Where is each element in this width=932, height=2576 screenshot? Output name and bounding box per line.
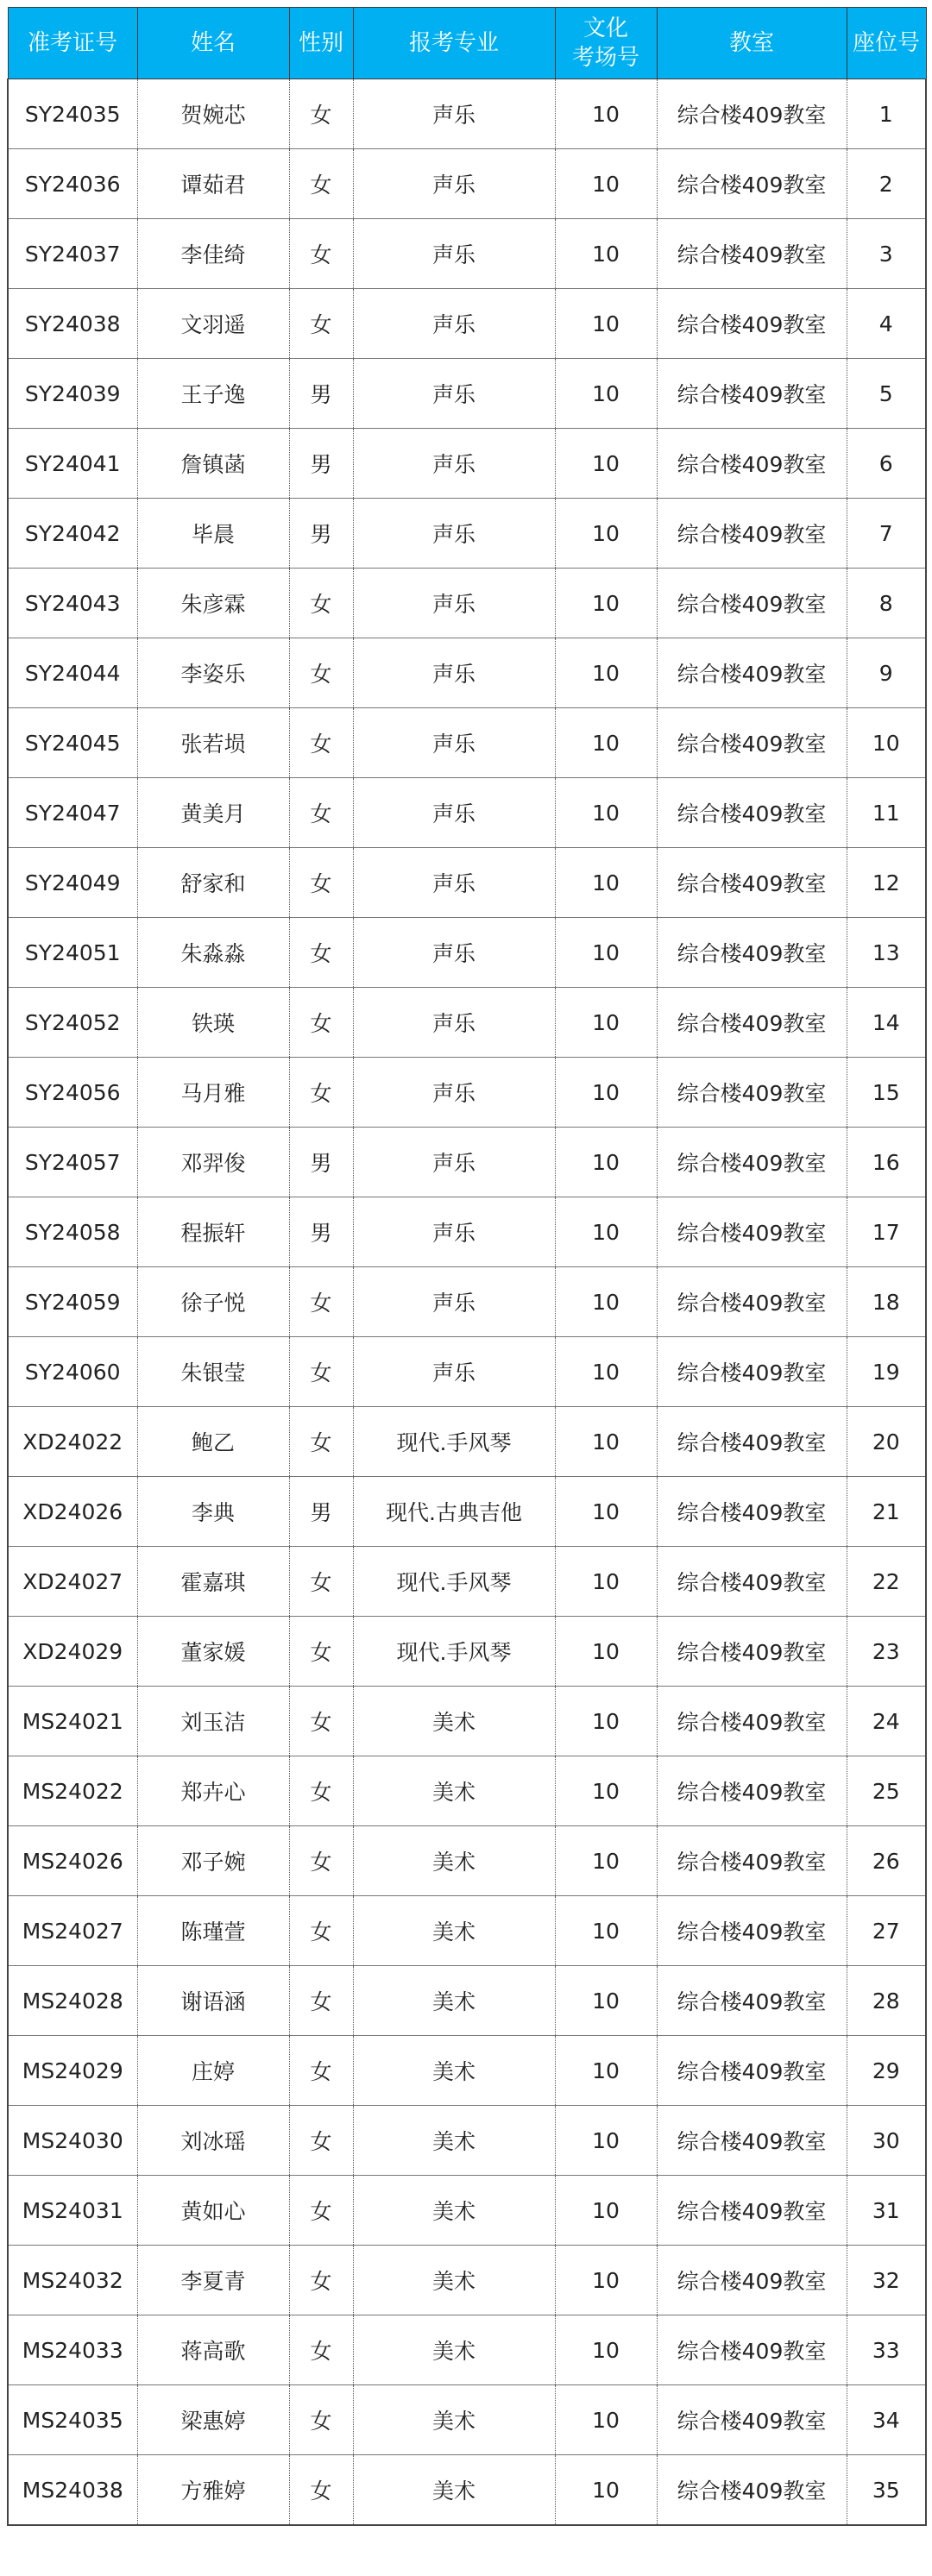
cell-name: 李夏青 [137, 2246, 289, 2315]
cell-classroom: 综合楼409教室 [657, 1687, 847, 1756]
cell-classroom: 综合楼409教室 [657, 1197, 847, 1267]
table-row [8, 708, 926, 778]
table-row [8, 1477, 926, 1547]
table-row [8, 1267, 926, 1337]
table-row [8, 1128, 926, 1197]
cell-gender: 男 [289, 1128, 353, 1197]
cell-classroom: 综合楼409教室 [657, 1407, 847, 1477]
cell-gender: 女 [289, 219, 353, 289]
cell-gender: 女 [289, 1617, 353, 1687]
header-major: 报考专业 [353, 8, 555, 79]
cell-seat: 12 [847, 848, 926, 918]
cell-gender: 女 [289, 2315, 353, 2385]
cell-name: 谭茹君 [137, 149, 289, 219]
cell-ticket: SY24049 [8, 848, 137, 918]
cell-exam-room: 10 [555, 79, 657, 149]
table-row [8, 2455, 926, 2526]
cell-exam-room: 10 [555, 2315, 657, 2385]
table-row [8, 2246, 926, 2315]
cell-gender: 女 [289, 1337, 353, 1407]
cell-major: 声乐 [353, 219, 555, 289]
table-row [8, 289, 926, 359]
cell-major: 美术 [353, 2385, 555, 2455]
cell-ticket: SY24059 [8, 1267, 137, 1337]
cell-gender: 女 [289, 1058, 353, 1128]
header-name: 姓名 [137, 8, 289, 79]
cell-exam-room: 10 [555, 918, 657, 988]
cell-gender: 女 [289, 79, 353, 149]
cell-gender: 女 [289, 2246, 353, 2315]
cell-exam-room: 10 [555, 1966, 657, 2036]
cell-exam-room: 10 [555, 219, 657, 289]
table-row [8, 1617, 926, 1687]
cell-gender: 女 [289, 848, 353, 918]
cell-ticket: SY24037 [8, 219, 137, 289]
cell-classroom: 综合楼409教室 [657, 429, 847, 499]
cell-seat: 34 [847, 2385, 926, 2455]
cell-seat: 31 [847, 2176, 926, 2246]
cell-name: 邓子婉 [137, 1826, 289, 1896]
cell-exam-room: 10 [555, 569, 657, 638]
cell-name: 张若埙 [137, 708, 289, 778]
cell-major: 声乐 [353, 1128, 555, 1197]
cell-exam-room: 10 [555, 499, 657, 569]
cell-name: 黄美月 [137, 778, 289, 848]
cell-gender: 男 [289, 359, 353, 429]
cell-exam-room: 10 [555, 1058, 657, 1128]
cell-seat: 32 [847, 2246, 926, 2315]
cell-seat: 3 [847, 219, 926, 289]
cell-classroom: 综合楼409教室 [657, 2385, 847, 2455]
cell-gender: 女 [289, 918, 353, 988]
cell-seat: 15 [847, 1058, 926, 1128]
cell-major: 美术 [353, 1687, 555, 1756]
header-exam-room-line2: 考场号 [571, 45, 639, 71]
cell-major: 声乐 [353, 1197, 555, 1267]
cell-ticket: SY24045 [8, 708, 137, 778]
cell-major: 美术 [353, 2036, 555, 2106]
cell-name: 徐子悦 [137, 1267, 289, 1337]
cell-classroom: 综合楼409教室 [657, 499, 847, 569]
cell-ticket: SY24036 [8, 149, 137, 219]
cell-gender: 女 [289, 1267, 353, 1337]
cell-ticket: SY24044 [8, 638, 137, 708]
cell-major: 声乐 [353, 429, 555, 499]
cell-classroom: 综合楼409教室 [657, 988, 847, 1058]
cell-gender: 女 [289, 2036, 353, 2106]
cell-seat: 26 [847, 1826, 926, 1896]
cell-seat: 20 [847, 1407, 926, 1477]
table-row [8, 1826, 926, 1896]
cell-ticket: MS24032 [8, 2246, 137, 2315]
cell-ticket: XD24022 [8, 1407, 137, 1477]
cell-classroom: 综合楼409教室 [657, 918, 847, 988]
cell-exam-room: 10 [555, 359, 657, 429]
cell-name: 谢语涵 [137, 1966, 289, 2036]
table-row [8, 149, 926, 219]
cell-seat: 33 [847, 2315, 926, 2385]
table-row [8, 569, 926, 638]
cell-name: 贺婉芯 [137, 79, 289, 149]
table-row [8, 1337, 926, 1407]
cell-ticket: SY24043 [8, 569, 137, 638]
cell-exam-room: 10 [555, 1197, 657, 1267]
cell-seat: 16 [847, 1128, 926, 1197]
cell-exam-room: 10 [555, 1617, 657, 1687]
cell-exam-room: 10 [555, 2036, 657, 2106]
cell-classroom: 综合楼409教室 [657, 1477, 847, 1547]
cell-name: 董家媛 [137, 1617, 289, 1687]
cell-seat: 30 [847, 2106, 926, 2176]
cell-gender: 女 [289, 1407, 353, 1477]
table-row [8, 1197, 926, 1267]
cell-gender: 女 [289, 149, 353, 219]
cell-gender: 女 [289, 2385, 353, 2455]
cell-major: 美术 [353, 1896, 555, 1966]
cell-major: 声乐 [353, 988, 555, 1058]
cell-major: 声乐 [353, 918, 555, 988]
cell-classroom: 综合楼409教室 [657, 708, 847, 778]
cell-major: 声乐 [353, 638, 555, 708]
table-row [8, 2385, 926, 2455]
table-row [8, 1896, 926, 1966]
table-row [8, 918, 926, 988]
header-exam-room-line1: 文化 [582, 16, 628, 41]
cell-seat: 21 [847, 1477, 926, 1547]
cell-exam-room: 10 [555, 1687, 657, 1756]
cell-seat: 19 [847, 1337, 926, 1407]
cell-seat: 18 [847, 1267, 926, 1337]
cell-name: 蒋高歌 [137, 2315, 289, 2385]
cell-major: 现代.手风琴 [353, 1407, 555, 1477]
cell-name: 陈瑾萱 [137, 1896, 289, 1966]
cell-ticket: SY24058 [8, 1197, 137, 1267]
cell-major: 声乐 [353, 289, 555, 359]
cell-gender: 女 [289, 2176, 353, 2246]
cell-exam-room: 10 [555, 2246, 657, 2315]
cell-ticket: XD24027 [8, 1547, 137, 1617]
cell-gender: 女 [289, 1756, 353, 1826]
cell-classroom: 综合楼409教室 [657, 2455, 847, 2526]
cell-seat: 22 [847, 1547, 926, 1617]
cell-major: 美术 [353, 2455, 555, 2526]
cell-seat: 28 [847, 1966, 926, 2036]
cell-classroom: 综合楼409教室 [657, 1267, 847, 1337]
cell-seat: 25 [847, 1756, 926, 1826]
cell-name: 程振轩 [137, 1197, 289, 1267]
cell-seat: 35 [847, 2455, 926, 2526]
cell-ticket: MS24027 [8, 1896, 137, 1966]
cell-name: 铁瑛 [137, 988, 289, 1058]
table-row [8, 2106, 926, 2176]
cell-classroom: 综合楼409教室 [657, 1128, 847, 1197]
table-row [8, 988, 926, 1058]
cell-ticket: SY24038 [8, 289, 137, 359]
cell-major: 声乐 [353, 359, 555, 429]
cell-ticket: XD24029 [8, 1617, 137, 1687]
cell-name: 文羽遥 [137, 289, 289, 359]
cell-major: 美术 [353, 2246, 555, 2315]
cell-major: 美术 [353, 2315, 555, 2385]
cell-seat: 2 [847, 149, 926, 219]
cell-ticket: SY24035 [8, 79, 137, 149]
cell-classroom: 综合楼409教室 [657, 2176, 847, 2246]
cell-name: 马月雅 [137, 1058, 289, 1128]
cell-exam-room: 10 [555, 1128, 657, 1197]
cell-seat: 24 [847, 1687, 926, 1756]
header-classroom: 教室 [657, 8, 847, 79]
cell-classroom: 综合楼409教室 [657, 778, 847, 848]
cell-ticket: MS24030 [8, 2106, 137, 2176]
header-gender: 性别 [289, 8, 353, 79]
cell-name: 李典 [137, 1477, 289, 1547]
cell-gender: 女 [289, 708, 353, 778]
table-row [8, 219, 926, 289]
cell-major: 声乐 [353, 1267, 555, 1337]
cell-name: 邓羿俊 [137, 1128, 289, 1197]
cell-gender: 女 [289, 2455, 353, 2526]
cell-seat: 13 [847, 918, 926, 988]
cell-classroom: 综合楼409教室 [657, 1337, 847, 1407]
cell-seat: 11 [847, 778, 926, 848]
cell-gender: 女 [289, 569, 353, 638]
cell-seat: 10 [847, 708, 926, 778]
cell-gender: 女 [289, 638, 353, 708]
seating-sheet [7, 7, 925, 2526]
cell-major: 美术 [353, 1826, 555, 1896]
cell-gender: 男 [289, 1477, 353, 1547]
table-header [8, 8, 926, 79]
table-row [8, 1756, 926, 1826]
cell-classroom: 综合楼409教室 [657, 1547, 847, 1617]
cell-name: 朱彦霖 [137, 569, 289, 638]
cell-ticket: SY24051 [8, 918, 137, 988]
cell-name: 舒家和 [137, 848, 289, 918]
cell-major: 美术 [353, 2176, 555, 2246]
cell-gender: 女 [289, 289, 353, 359]
cell-classroom: 综合楼409教室 [657, 2036, 847, 2106]
cell-name: 黄如心 [137, 2176, 289, 2246]
cell-name: 刘玉洁 [137, 1687, 289, 1756]
cell-major: 美术 [353, 1756, 555, 1826]
table-row [8, 1058, 926, 1128]
cell-major: 声乐 [353, 708, 555, 778]
cell-gender: 女 [289, 1547, 353, 1617]
cell-exam-room: 10 [555, 708, 657, 778]
cell-classroom: 综合楼409教室 [657, 1617, 847, 1687]
cell-gender: 女 [289, 1966, 353, 2036]
cell-seat: 14 [847, 988, 926, 1058]
table-row [8, 778, 926, 848]
cell-ticket: SY24039 [8, 359, 137, 429]
cell-classroom: 综合楼409教室 [657, 848, 847, 918]
header-ticket: 准考证号 [8, 8, 137, 79]
table-body [8, 79, 926, 2526]
cell-name: 朱淼淼 [137, 918, 289, 988]
cell-name: 郑卉心 [137, 1756, 289, 1826]
cell-ticket: SY24052 [8, 988, 137, 1058]
cell-seat: 17 [847, 1197, 926, 1267]
cell-exam-room: 10 [555, 1407, 657, 1477]
cell-name: 刘冰瑶 [137, 2106, 289, 2176]
cell-exam-room: 10 [555, 1756, 657, 1826]
cell-gender: 女 [289, 2106, 353, 2176]
cell-major: 美术 [353, 1966, 555, 2036]
cell-ticket: MS24022 [8, 1756, 137, 1826]
cell-gender: 女 [289, 1896, 353, 1966]
cell-major: 声乐 [353, 1337, 555, 1407]
cell-seat: 29 [847, 2036, 926, 2106]
cell-exam-room: 10 [555, 2455, 657, 2526]
cell-exam-room: 10 [555, 1547, 657, 1617]
cell-exam-room: 10 [555, 1826, 657, 1896]
table-row [8, 359, 926, 429]
cell-seat: 7 [847, 499, 926, 569]
cell-ticket: MS24021 [8, 1687, 137, 1756]
cell-ticket: SY24047 [8, 778, 137, 848]
cell-gender: 女 [289, 1687, 353, 1756]
cell-ticket: MS24026 [8, 1826, 137, 1896]
cell-seat: 4 [847, 289, 926, 359]
cell-major: 声乐 [353, 149, 555, 219]
table-row [8, 1687, 926, 1756]
header-row [8, 8, 926, 79]
cell-classroom: 综合楼409教室 [657, 2315, 847, 2385]
cell-name: 李佳绮 [137, 219, 289, 289]
cell-ticket: MS24028 [8, 1966, 137, 2036]
cell-major: 现代.手风琴 [353, 1547, 555, 1617]
cell-classroom: 综合楼409教室 [657, 149, 847, 219]
cell-classroom: 综合楼409教室 [657, 2106, 847, 2176]
cell-gender: 男 [289, 499, 353, 569]
cell-name: 王子逸 [137, 359, 289, 429]
cell-ticket: MS24038 [8, 2455, 137, 2526]
header-seat: 座位号 [847, 8, 926, 79]
table-row [8, 1407, 926, 1477]
cell-classroom: 综合楼409教室 [657, 1756, 847, 1826]
cell-exam-room: 10 [555, 988, 657, 1058]
cell-classroom: 综合楼409教室 [657, 289, 847, 359]
cell-exam-room: 10 [555, 149, 657, 219]
cell-gender: 女 [289, 778, 353, 848]
cell-exam-room: 10 [555, 848, 657, 918]
cell-ticket: SY24041 [8, 429, 137, 499]
cell-name: 李姿乐 [137, 638, 289, 708]
cell-exam-room: 10 [555, 289, 657, 359]
cell-major: 声乐 [353, 569, 555, 638]
cell-exam-room: 10 [555, 638, 657, 708]
cell-classroom: 综合楼409教室 [657, 359, 847, 429]
cell-seat: 6 [847, 429, 926, 499]
cell-seat: 9 [847, 638, 926, 708]
cell-major: 声乐 [353, 848, 555, 918]
cell-major: 现代.手风琴 [353, 1617, 555, 1687]
table-row [8, 1966, 926, 2036]
cell-exam-room: 10 [555, 2176, 657, 2246]
cell-exam-room: 10 [555, 429, 657, 499]
table-row [8, 2176, 926, 2246]
cell-classroom: 综合楼409教室 [657, 2246, 847, 2315]
cell-ticket: SY24057 [8, 1128, 137, 1197]
cell-major: 声乐 [353, 778, 555, 848]
cell-gender: 男 [289, 429, 353, 499]
cell-classroom: 综合楼409教室 [657, 638, 847, 708]
cell-classroom: 综合楼409教室 [657, 1966, 847, 2036]
cell-ticket: MS24035 [8, 2385, 137, 2455]
cell-major: 声乐 [353, 79, 555, 149]
cell-gender: 女 [289, 988, 353, 1058]
cell-exam-room: 10 [555, 778, 657, 848]
cell-ticket: SY24060 [8, 1337, 137, 1407]
cell-exam-room: 10 [555, 2106, 657, 2176]
cell-major: 声乐 [353, 499, 555, 569]
table-row [8, 429, 926, 499]
cell-seat: 5 [847, 359, 926, 429]
cell-ticket: SY24056 [8, 1058, 137, 1128]
cell-seat: 27 [847, 1896, 926, 1966]
cell-exam-room: 10 [555, 1267, 657, 1337]
cell-classroom: 综合楼409教室 [657, 569, 847, 638]
cell-name: 詹镇菡 [137, 429, 289, 499]
cell-major: 现代.古典吉他 [353, 1477, 555, 1547]
cell-ticket: MS24029 [8, 2036, 137, 2106]
cell-gender: 男 [289, 1197, 353, 1267]
header-exam-room [555, 8, 657, 79]
cell-seat: 23 [847, 1617, 926, 1687]
table-row [8, 1547, 926, 1617]
cell-major: 美术 [353, 2106, 555, 2176]
cell-name: 庄婷 [137, 2036, 289, 2106]
table-row [8, 2315, 926, 2385]
table-row [8, 499, 926, 569]
cell-name: 方雅婷 [137, 2455, 289, 2526]
cell-classroom: 综合楼409教室 [657, 219, 847, 289]
cell-exam-room: 10 [555, 1337, 657, 1407]
cell-name: 鲍乙 [137, 1407, 289, 1477]
cell-classroom: 综合楼409教室 [657, 1896, 847, 1966]
cell-classroom: 综合楼409教室 [657, 79, 847, 149]
cell-ticket: MS24031 [8, 2176, 137, 2246]
cell-exam-room: 10 [555, 2385, 657, 2455]
table-row [8, 2036, 926, 2106]
cell-exam-room: 10 [555, 1896, 657, 1966]
cell-name: 梁惠婷 [137, 2385, 289, 2455]
cell-classroom: 综合楼409教室 [657, 1826, 847, 1896]
cell-seat: 1 [847, 79, 926, 149]
cell-ticket: XD24026 [8, 1477, 137, 1547]
cell-name: 朱银莹 [137, 1337, 289, 1407]
cell-gender: 女 [289, 1826, 353, 1896]
cell-name: 毕晨 [137, 499, 289, 569]
table-row [8, 79, 926, 149]
cell-ticket: MS24033 [8, 2315, 137, 2385]
cell-name: 霍嘉琪 [137, 1547, 289, 1617]
table-row [8, 638, 926, 708]
cell-exam-room: 10 [555, 1477, 657, 1547]
seating-table [7, 7, 927, 2526]
cell-major: 声乐 [353, 1058, 555, 1128]
cell-classroom: 综合楼409教室 [657, 1058, 847, 1128]
cell-ticket: SY24042 [8, 499, 137, 569]
table-row [8, 848, 926, 918]
cell-seat: 8 [847, 569, 926, 638]
